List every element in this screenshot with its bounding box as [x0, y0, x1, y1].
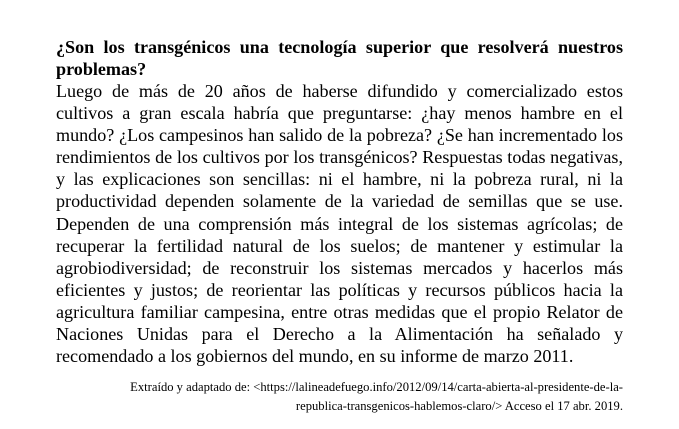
source-citation	[83, 378, 623, 416]
source-line-2: republica-transgenicos-hablemos-claro/> Acceso el 17 abr. 2019.	[295, 399, 623, 413]
article-body: Luego de más de 20 años de haberse difundido y comercializado estos cultivos a gran escala habría que preguntarse: ¿hay menos hambre en el mundo? ¿Los campesinos han salido de la pobreza? ¿Se han incrementado los rendimientos de los cultivos por los transgénicos? Respuestas todas negativas, y las explicaciones son sencillas: ni el hambre, ni la pobreza rural, ni la productividad dependen solamente de la variedad de semillas que se use. Dependen de una comprensión más integral de los sistemas agrícolas; de recuperar la fertilidad natural de los suelos; de mantener y estimular la agrobiodiversidad; de reconstruir los sistemas mercados y hacerlos más eficientes y justos; de reorientar las políticas y recursos públicos hacia la agricultura familiar campesina, entre otras medidas que el propio Relator de Naciones Unidas para el Derecho a la Alimentación ha señalado y recomendado a los gobiernos del mundo, en su informe de marzo 2011.	[56, 81, 623, 367]
article-title: ¿Son los transgénicos una tecnología superior que resolverá nuestros problemas?	[56, 37, 623, 79]
source-line-1: Extraído y adaptado de: <https://lalineadefuego.info/2012/09/14/carta-abierta-al-presidente-de-la-	[130, 380, 623, 394]
